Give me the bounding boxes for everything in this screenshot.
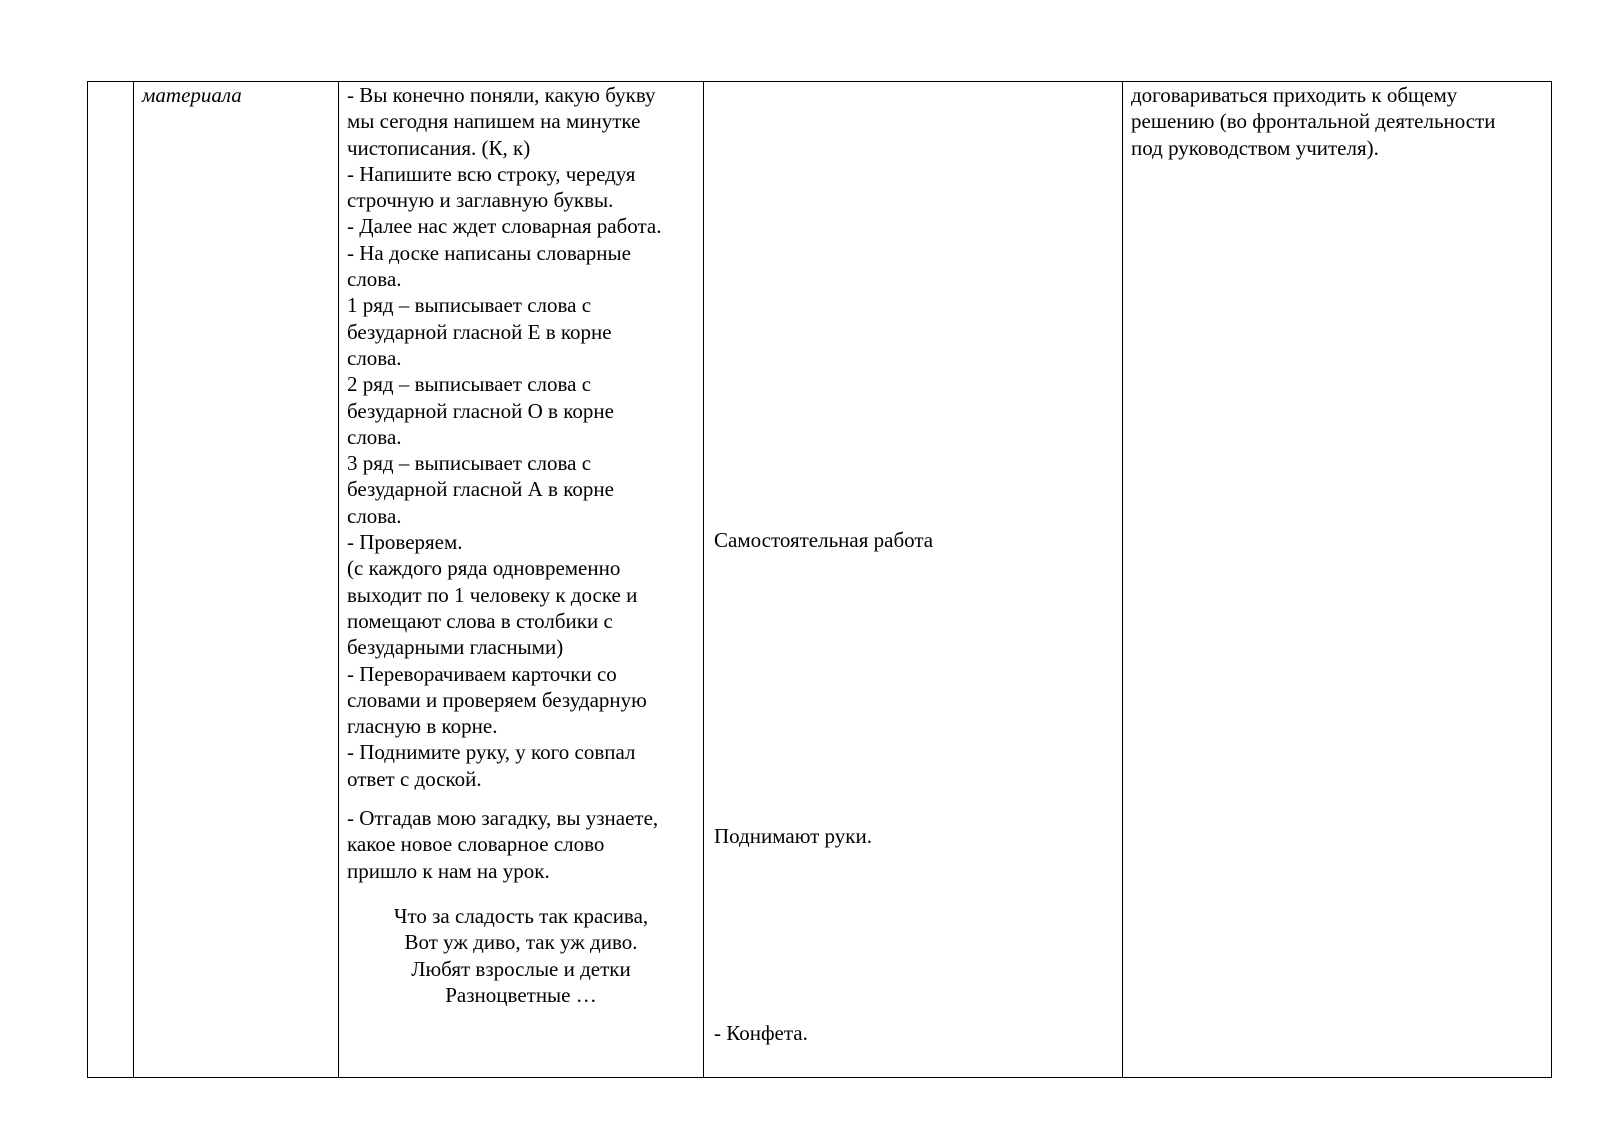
teacher-line: - Проверяем. (347, 530, 463, 555)
teacher-line: слова. (347, 345, 402, 370)
teacher-line: - На доске написаны словарные (347, 240, 631, 265)
teacher-line: - Далее нас ждет словарная работа. (347, 214, 662, 239)
teacher-line: (с каждого ряда одновременно (347, 556, 621, 581)
teacher-line: строчную и заглавную буквы. (347, 188, 614, 213)
teacher-line: слова. (347, 424, 402, 449)
independent-work-text: Самостоятельная работа (714, 528, 934, 552)
teacher-line: 3 ряд – выписывает слова с (347, 451, 592, 476)
teacher-line: чистописания. (К, к) (347, 135, 531, 160)
teacher-line: ответ с доской. (347, 766, 482, 791)
stage-name-cell (134, 82, 339, 1078)
table-row (88, 82, 1552, 1078)
pupil-activity-cell (704, 82, 1123, 1078)
riddle-line: Вот уж диво, так уж диво. (404, 930, 638, 955)
teacher-line: 2 ряд – выписывает слова с (347, 372, 592, 397)
teacher-line: слова. (347, 267, 402, 292)
teacher-line: какое новое словарное слово (347, 832, 605, 857)
teacher-line: - Поднимите руку, у кого совпал (347, 740, 636, 765)
teacher-line: выходит по 1 человеку к доске и (347, 582, 638, 607)
teacher-line: 1 ряд – выписывает слова с (347, 293, 592, 318)
outcome-line: под руководством учителя). (1131, 135, 1379, 160)
teacher-line: безударными гласными) (347, 635, 564, 660)
teacher-activity-cell (339, 82, 704, 1078)
teacher-line: - Отгадав мою загадку, вы узнаете, (347, 806, 659, 831)
outcome-line: решению (во фронтальной деятельности (1131, 109, 1496, 134)
teacher-line: безударной гласной Е в корне (347, 319, 612, 344)
raise-hands-text: Поднимают руки. (714, 824, 872, 848)
teacher-line: - Напишите всю строку, чередуя (347, 161, 636, 186)
riddle-line: Любят взрослые и детки (411, 956, 631, 981)
teacher-line: помещают слова в столбики с (347, 608, 613, 633)
teacher-line: пришло к нам на урок. (347, 858, 550, 883)
teacher-line: гласную в корне. (347, 714, 498, 739)
teacher-line: - Вы конечно поняли, какую букву (347, 83, 656, 107)
teacher-line: безударной гласной А в корне (347, 477, 614, 502)
teacher-line: слова. (347, 503, 402, 528)
teacher-line: словами и проверяем безударную (347, 687, 647, 712)
stage-number-cell (88, 82, 134, 1078)
outcome-line: договариваться приходить к общему (1131, 83, 1458, 107)
riddle-line: Что за сладость так красива, (393, 903, 649, 928)
riddle-line: Разноцветные … (445, 982, 597, 1007)
stage-name: материала (142, 83, 242, 107)
teacher-line: безударной гласной О в корне (347, 398, 614, 423)
teacher-line: мы сегодня напишем на минутке (347, 109, 641, 134)
answer-text: - Конфета. (714, 1021, 808, 1045)
teacher-line: - Переворачиваем карточки со (347, 661, 617, 686)
learning-outcomes-cell (1123, 82, 1552, 1078)
lesson-plan-table (87, 81, 1552, 1078)
